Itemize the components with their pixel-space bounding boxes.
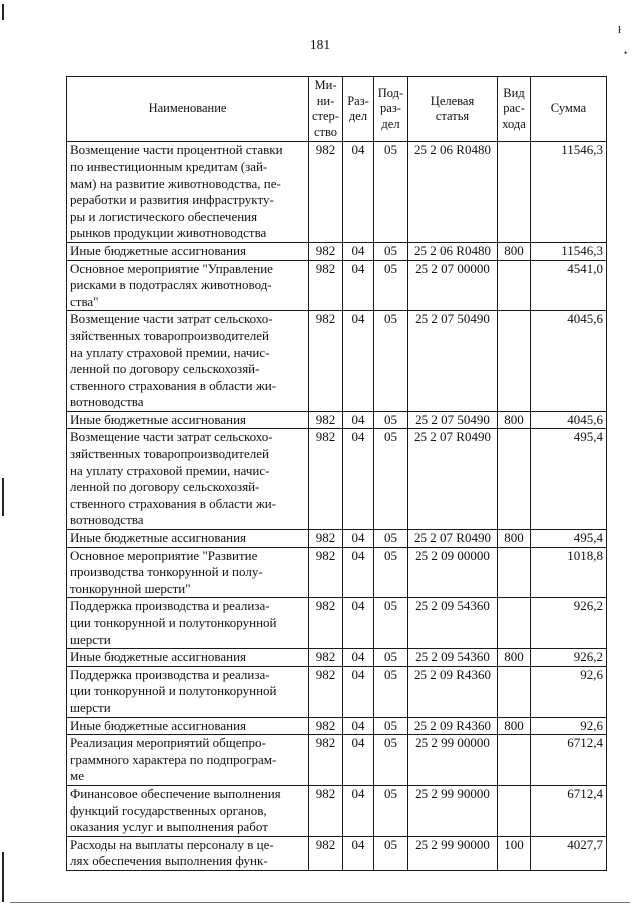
cell-subsection: 05: [374, 311, 408, 412]
budget-table: [66, 76, 607, 871]
table-row: [67, 598, 607, 649]
cell-subsection: 05: [374, 547, 408, 598]
cell-subsection: 05: [374, 735, 408, 786]
cell-section: 04: [343, 260, 374, 311]
cell-section: 04: [343, 242, 374, 260]
table-row: [67, 242, 607, 260]
table-row: [67, 735, 607, 786]
cell-ministry: 982: [309, 598, 343, 649]
cell-name: Поддержка производства и реализа- ции тонкорунной и полутонкорунной шерсти: [67, 598, 309, 649]
cell-subsection: 05: [374, 260, 408, 311]
cell-sum: 92,6: [531, 717, 607, 735]
cell-name: Иные бюджетные ассигнования: [67, 717, 309, 735]
scan-mark-left-mid: [2, 478, 4, 516]
cell-target-article: 25 2 07 00000: [408, 260, 498, 311]
corner-mark-1: ł: [618, 24, 622, 36]
cell-expense-type: [498, 311, 531, 412]
cell-target-article: 25 2 06 R0480: [408, 142, 498, 243]
cell-section: 04: [343, 429, 374, 530]
cell-ministry: 982: [309, 666, 343, 717]
table-row: [67, 666, 607, 717]
cell-subsection: 05: [374, 717, 408, 735]
cell-expense-type: 100: [498, 836, 531, 870]
cell-subsection: 05: [374, 836, 408, 870]
header-name: Наименование: [67, 77, 309, 142]
cell-expense-type: [498, 598, 531, 649]
cell-sum: 926,2: [531, 649, 607, 667]
cell-section: 04: [343, 785, 374, 836]
cell-subsection: 05: [374, 142, 408, 243]
cell-sum: 4045,6: [531, 411, 607, 429]
cell-name: Иные бюджетные ассигнования: [67, 530, 309, 548]
cell-target-article: 25 2 99 90000: [408, 836, 498, 870]
table-row: [67, 836, 607, 870]
cell-ministry: 982: [309, 260, 343, 311]
cell-target-article: 25 2 09 R4360: [408, 717, 498, 735]
header-sum: Сумма: [531, 77, 607, 142]
cell-section: 04: [343, 598, 374, 649]
cell-target-article: 25 2 07 50490: [408, 411, 498, 429]
cell-name: Иные бюджетные ассигнования: [67, 649, 309, 667]
cell-target-article: 25 2 09 R4360: [408, 666, 498, 717]
cell-expense-type: [498, 785, 531, 836]
table-row: [67, 142, 607, 243]
cell-expense-type: 800: [498, 242, 531, 260]
corner-mark-2: •: [624, 48, 628, 58]
cell-section: 04: [343, 547, 374, 598]
cell-section: 04: [343, 530, 374, 548]
header-target-article: Целевая статья: [408, 77, 498, 142]
cell-target-article: 25 2 07 R0490: [408, 429, 498, 530]
table-row: [67, 649, 607, 667]
cell-name: Иные бюджетные ассигнования: [67, 242, 309, 260]
cell-sum: 495,4: [531, 530, 607, 548]
cell-expense-type: [498, 666, 531, 717]
cell-expense-type: [498, 142, 531, 243]
cell-ministry: 982: [309, 429, 343, 530]
cell-sum: 4541,0: [531, 260, 607, 311]
cell-subsection: 05: [374, 649, 408, 667]
cell-sum: 6712,4: [531, 785, 607, 836]
table-header-row: [67, 77, 607, 142]
table-row: [67, 785, 607, 836]
table-row: [67, 411, 607, 429]
scan-mark-bottom: [10, 902, 630, 903]
cell-subsection: 05: [374, 530, 408, 548]
cell-expense-type: 800: [498, 717, 531, 735]
cell-name: Иные бюджетные ассигнования: [67, 411, 309, 429]
cell-sum: 4027,7: [531, 836, 607, 870]
cell-sum: 926,2: [531, 598, 607, 649]
header-subsection: Под- раз- дел: [374, 77, 408, 142]
cell-subsection: 05: [374, 411, 408, 429]
cell-name: Возмещение части процентной ставки по инвестиционным кредитам (зай- мам) на развитие животноводства, пе- реработки и развития инфраструкту- ры и логистического обеспечения рынков продукции животноводства: [67, 142, 309, 243]
cell-ministry: 982: [309, 242, 343, 260]
table-row: [67, 429, 607, 530]
cell-target-article: 25 2 99 90000: [408, 785, 498, 836]
cell-name: Поддержка производства и реализа- ции тонкорунной и полутонкорунной шерсти: [67, 666, 309, 717]
header-section: Раз- дел: [343, 77, 374, 142]
cell-sum: 11546,3: [531, 142, 607, 243]
table-row: [67, 547, 607, 598]
cell-ministry: 982: [309, 785, 343, 836]
cell-name: Возмещение части затрат сельскохо- зяйственных товаропроизводителей на уплату страховой премии, начис- ленной по договору сельскохозяй- ственного страхования в области жи- вотноводства: [67, 311, 309, 412]
cell-sum: 6712,4: [531, 735, 607, 786]
cell-ministry: 982: [309, 735, 343, 786]
cell-target-article: 25 2 07 50490: [408, 311, 498, 412]
table-row: [67, 311, 607, 412]
cell-ministry: 982: [309, 530, 343, 548]
page-number: 181: [309, 37, 331, 52]
scan-mark-left-bottom: [2, 852, 4, 902]
cell-ministry: 982: [309, 836, 343, 870]
cell-sum: 495,4: [531, 429, 607, 530]
cell-name: Возмещение части затрат сельскохо- зяйственных товаропроизводителей на уплату страховой премии, начис- ленной по договору сельскохозяй- ственного страхования в области жи- вотноводства: [67, 429, 309, 530]
cell-name: Расходы на выплаты персоналу в це- лях обеспечения выполнения функ-: [67, 836, 309, 870]
cell-expense-type: 800: [498, 649, 531, 667]
cell-target-article: 25 2 06 R0480: [408, 242, 498, 260]
cell-expense-type: [498, 429, 531, 530]
table-row: [67, 260, 607, 311]
cell-name: Финансовое обеспечение выполнения функций государственных органов, оказания услуг и выполнения работ: [67, 785, 309, 836]
cell-ministry: 982: [309, 311, 343, 412]
cell-sum: 11546,3: [531, 242, 607, 260]
cell-section: 04: [343, 735, 374, 786]
cell-subsection: 05: [374, 242, 408, 260]
cell-sum: 4045,6: [531, 311, 607, 412]
cell-ministry: 982: [309, 411, 343, 429]
cell-section: 04: [343, 411, 374, 429]
cell-section: 04: [343, 142, 374, 243]
cell-section: 04: [343, 311, 374, 412]
cell-ministry: 982: [309, 649, 343, 667]
cell-expense-type: 800: [498, 411, 531, 429]
table-row: [67, 530, 607, 548]
cell-target-article: 25 2 07 R0490: [408, 530, 498, 548]
cell-subsection: 05: [374, 666, 408, 717]
cell-section: 04: [343, 717, 374, 735]
header-ministry: Ми- ни- стер- ство: [309, 77, 343, 142]
cell-sum: 92,6: [531, 666, 607, 717]
cell-expense-type: [498, 735, 531, 786]
cell-target-article: 25 2 09 00000: [408, 547, 498, 598]
cell-section: 04: [343, 649, 374, 667]
cell-target-article: 25 2 09 54360: [408, 649, 498, 667]
cell-name: Реализация мероприятий общепро- граммного характера по подпрограм- ме: [67, 735, 309, 786]
cell-ministry: 982: [309, 547, 343, 598]
scan-mark-left-top: [2, 4, 4, 20]
cell-target-article: 25 2 09 54360: [408, 598, 498, 649]
cell-ministry: 982: [309, 142, 343, 243]
header-expense-type: Вид рас- хода: [498, 77, 531, 142]
cell-ministry: 982: [309, 717, 343, 735]
cell-target-article: 25 2 99 00000: [408, 735, 498, 786]
cell-expense-type: 800: [498, 530, 531, 548]
cell-name: Основное мероприятие "Развитие производства тонкорунной и полу- тонкорунной шерсти": [67, 547, 309, 598]
table-row: [67, 717, 607, 735]
cell-expense-type: [498, 547, 531, 598]
cell-expense-type: [498, 260, 531, 311]
cell-sum: 1018,8: [531, 547, 607, 598]
cell-section: 04: [343, 666, 374, 717]
cell-section: 04: [343, 836, 374, 870]
cell-subsection: 05: [374, 785, 408, 836]
cell-name: Основное мероприятие "Управление рисками в подотраслях животновод- ства": [67, 260, 309, 311]
cell-subsection: 05: [374, 598, 408, 649]
cell-subsection: 05: [374, 429, 408, 530]
